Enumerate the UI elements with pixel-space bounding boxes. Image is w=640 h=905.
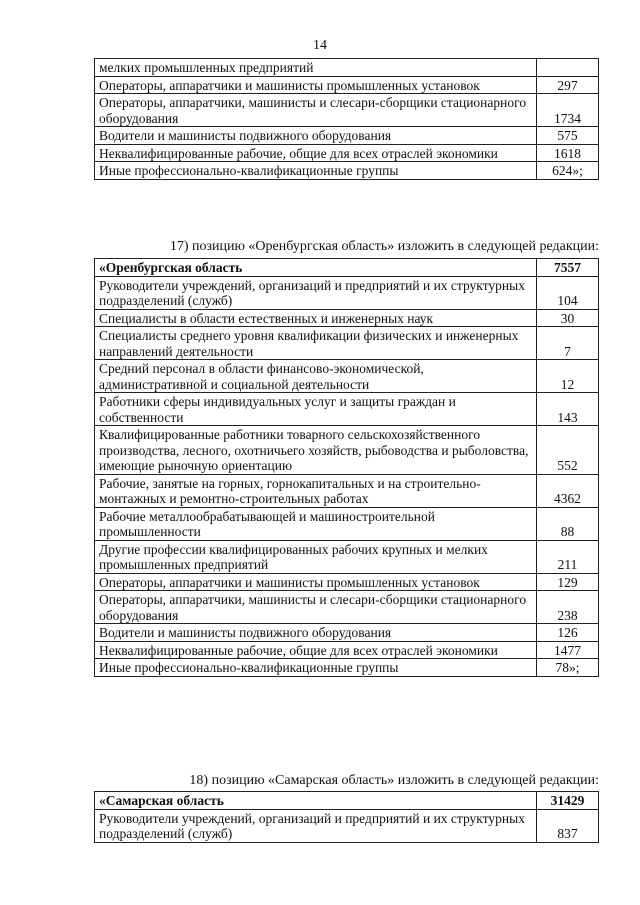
row-name: Средний персонал в области финансово-экономической, административной и социальной деятельности (95, 360, 537, 393)
table-row (95, 276, 599, 309)
table-row (95, 127, 599, 145)
row-name: Другие профессии квалифицированных рабочих крупных и мелких промышленных предприятий (95, 540, 537, 573)
row-value: 30 (537, 309, 599, 327)
table-row (95, 393, 599, 426)
row-name: Иные профессионально-квалификационные группы (95, 659, 537, 677)
row-name: Операторы, аппаратчики, машинисты и слесари-сборщики стационарного оборудования (95, 591, 537, 624)
row-value: 129 (537, 573, 599, 591)
table-row (95, 659, 599, 677)
row-name: Иные профессионально-квалификационные группы (95, 162, 537, 180)
row-value: 78»; (537, 659, 599, 677)
table-row (95, 624, 599, 642)
row-value: 1618 (537, 144, 599, 162)
row-value: 1734 (537, 94, 599, 127)
row-value: 624»; (537, 162, 599, 180)
row-value: 575 (537, 127, 599, 145)
row-value: 143 (537, 393, 599, 426)
table-samara (94, 791, 599, 843)
row-value: 211 (537, 540, 599, 573)
row-name: Водители и машинисты подвижного оборудования (95, 127, 537, 145)
table-row (95, 507, 599, 540)
region-name: «Оренбургская область (95, 259, 537, 277)
row-name: Работники сферы индивидуальных услуг и защиты граждан и собственности (95, 393, 537, 426)
table-row (95, 591, 599, 624)
table-row (95, 641, 599, 659)
region-total: 31429 (537, 792, 599, 810)
row-value: 4362 (537, 474, 599, 507)
row-value: 297 (537, 76, 599, 94)
table-row (95, 573, 599, 591)
table-row (95, 426, 599, 475)
row-name: Водители и машинисты подвижного оборудования (95, 624, 537, 642)
row-name: Руководители учреждений, организаций и предприятий и их структурных подразделений (служб) (95, 276, 537, 309)
row-name: Руководители учреждений, организаций и предприятий и их структурных подразделений (служб) (95, 809, 537, 842)
region-name: «Самарская область (95, 792, 537, 810)
table-row (95, 76, 599, 94)
table-row (95, 540, 599, 573)
instruction-samara: 18) позицию «Самарская область» изложить в следующей редакции: (189, 773, 599, 788)
row-name: мелких промышленных предприятий (95, 59, 537, 77)
table-row (95, 144, 599, 162)
row-name: Неквалифицированные рабочие, общие для всех отраслей экономики (95, 144, 537, 162)
row-name: Специалисты в области естественных и инженерных наук (95, 309, 537, 327)
table-row (95, 474, 599, 507)
row-name: Специалисты среднего уровня квалификации физических и инженерных направлений деятельности (95, 327, 537, 360)
row-value: 238 (537, 591, 599, 624)
row-name: Неквалифицированные рабочие, общие для всех отраслей экономики (95, 641, 537, 659)
row-name: Рабочие, занятые на горных, горнокапитальных и на строительно-монтажных и ремонтно-строительных работах (95, 474, 537, 507)
table-row (95, 809, 599, 842)
table-row (95, 162, 599, 180)
row-value: 552 (537, 426, 599, 475)
row-value: 1477 (537, 641, 599, 659)
page-number: 14 (313, 38, 327, 53)
row-value: 126 (537, 624, 599, 642)
row-value: 12 (537, 360, 599, 393)
table-header-row (95, 792, 599, 810)
instruction-orenburg: 17) позицию «Оренбургская область» изложить в следующей редакции: (169, 239, 599, 254)
region-total: 7557 (537, 259, 599, 277)
table-row (95, 360, 599, 393)
row-value: 7 (537, 327, 599, 360)
row-value: 104 (537, 276, 599, 309)
table-header-row (95, 259, 599, 277)
row-name: Квалифицированные работники товарного сельскохозяйственного производства, лесного, охотничьего хозяйств, рыбоводства и рыболовства, имеющие рыночную ориентацию (95, 426, 537, 475)
row-name: Рабочие металлообрабатывающей и машиностроительной промышленности (95, 507, 537, 540)
table-orenburg (94, 258, 599, 677)
row-name: Операторы, аппаратчики, машинисты и слесари-сборщики стационарного оборудования (95, 94, 537, 127)
table-row (95, 94, 599, 127)
row-value (537, 59, 599, 77)
row-value: 837 (537, 809, 599, 842)
row-value: 88 (537, 507, 599, 540)
row-name: Операторы, аппаратчики и машинисты промышленных установок (95, 76, 537, 94)
row-name: Операторы, аппаратчики и машинисты промышленных установок (95, 573, 537, 591)
table-continued (94, 58, 599, 180)
table-row (95, 309, 599, 327)
table-row (95, 327, 599, 360)
table-row (95, 59, 599, 77)
